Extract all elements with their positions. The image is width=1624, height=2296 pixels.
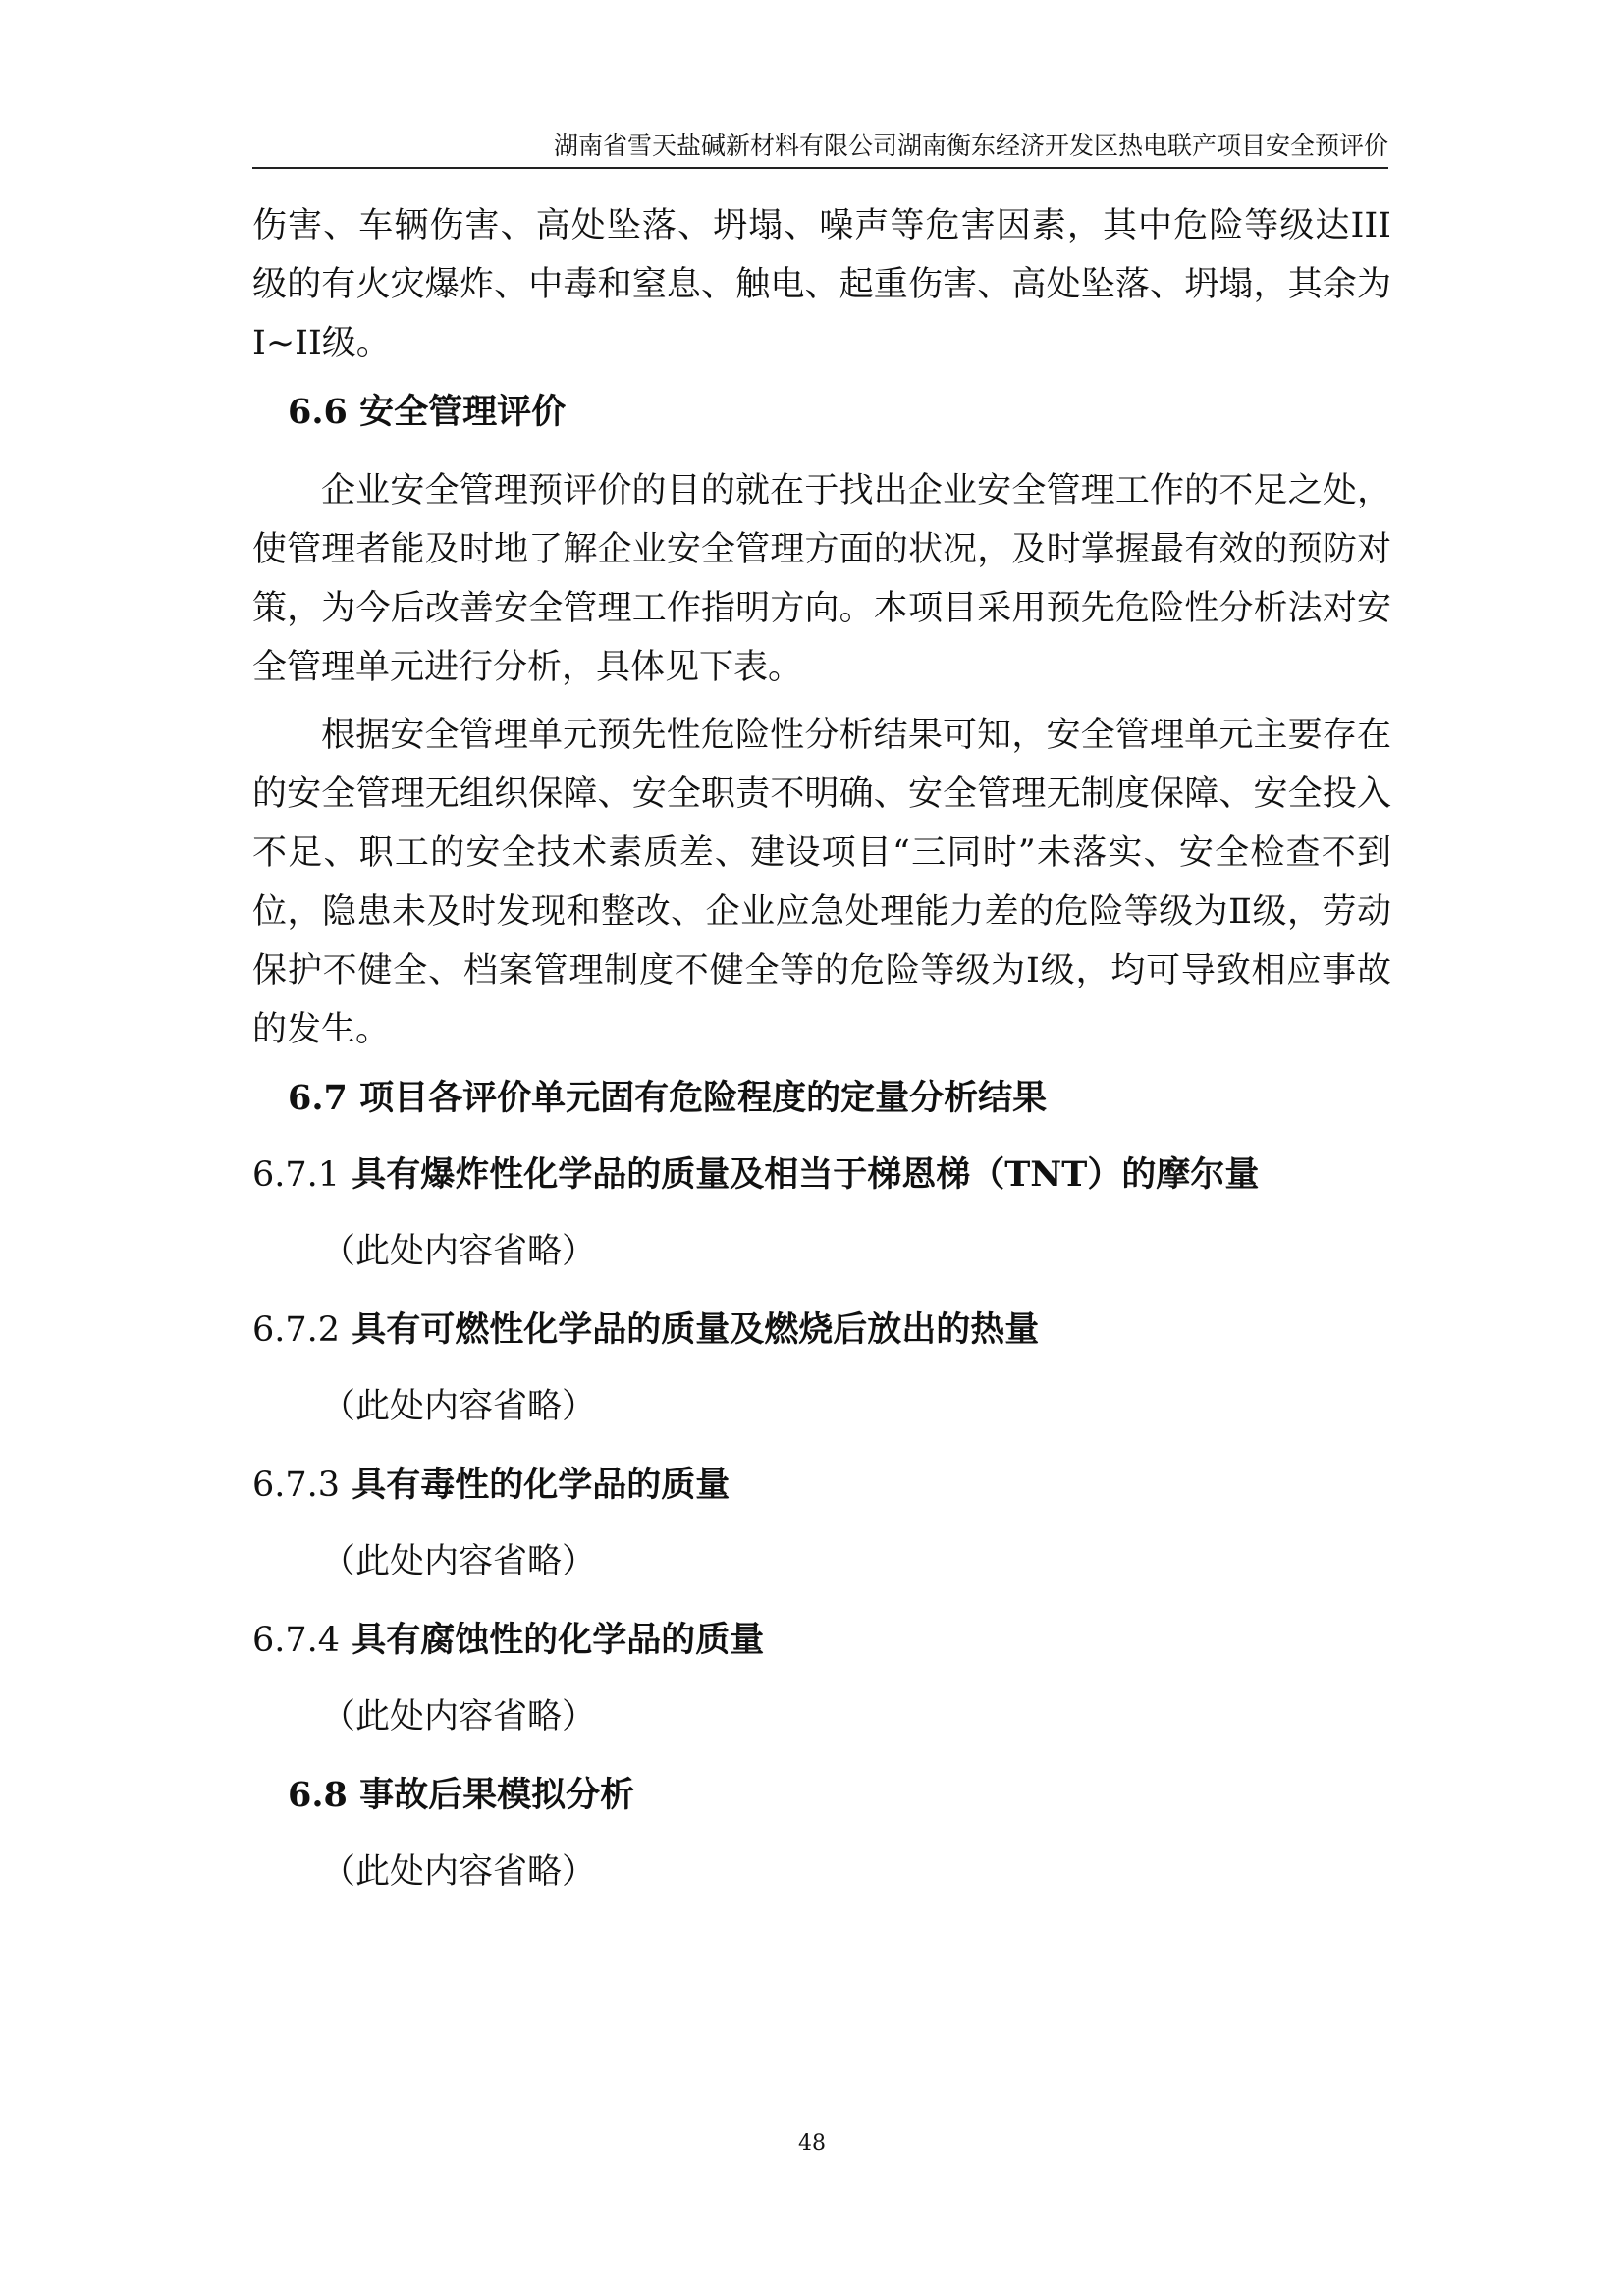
subsection-title: 具有爆炸性化学品的质量及相当于梯恩梯（TNT）的摩尔量 — [352, 1154, 1260, 1195]
section-heading-6-6: 6.6 安全管理评价 — [288, 392, 567, 432]
subsection-heading-6-7-2 — [252, 1303, 1391, 1358]
page-content — [252, 196, 1391, 1923]
omitted-content-note: （此处内容省略） — [321, 1852, 597, 1892]
page-number: 48 — [798, 2131, 826, 2156]
subsection-heading-6-7-1 — [252, 1148, 1391, 1202]
running-header: 湖南省雪天盐碱新材料有限公司湖南衡东经济开发区热电联产项目安全预评价 — [553, 132, 1388, 160]
subsection-title: 具有腐蚀性的化学品的质量 — [352, 1620, 765, 1660]
subsection-heading-6-7-3 — [252, 1458, 1391, 1513]
subsection-number: 6.7.1 — [252, 1155, 341, 1195]
section-6-6-paragraph-2: 根据安全管理单元预先性危险性分析结果可知，安全管理单元主要存在的安全管理无组织保障、安全职责不明确、安全管理无制度保障、安全投入不足、职工的安全技术素质差、建设项目“三同时”未落实、安全检查不到位，隐患未及时发现和整改、企业应急处理能力差的危险等级为Ⅱ级，劳动保护不健全、档案管理制度不健全等的危险等级为Ⅰ级，均可导致相应事故的发生。 — [252, 716, 1391, 1049]
subsection-number: 6.7.2 — [252, 1310, 341, 1350]
subsection-number: 6.7.4 — [252, 1621, 341, 1660]
omitted-content-note: （此处内容省略） — [321, 1542, 597, 1581]
section-heading-6-8: 6.8 事故后果模拟分析 — [288, 1775, 635, 1815]
section-heading-6-7: 6.7 项目各评价单元固有危险程度的定量分析结果 — [288, 1078, 1048, 1118]
omitted-content-note: （此处内容省略） — [321, 1232, 597, 1271]
header-rule — [252, 167, 1388, 169]
subsection-title: 具有毒性的化学品的质量 — [352, 1465, 731, 1505]
continuation-paragraph: 伤害、车辆伤害、高处坠落、坍塌、噪声等危害因素，其中危险等级达III级的有火灾爆炸、中毒和窒息、触电、起重伤害、高处坠落、坍塌，其余为I~II级。 — [252, 206, 1391, 363]
omitted-content-note: （此处内容省略） — [321, 1387, 597, 1426]
subsection-title: 具有可燃性化学品的质量及燃烧后放出的热量 — [352, 1309, 1040, 1350]
omitted-content-note: （此处内容省略） — [321, 1697, 597, 1736]
section-6-6-paragraph-1: 企业安全管理预评价的目的就在于找出企业安全管理工作的不足之处，使管理者能及时地了解企业安全管理方面的状况，及时掌握最有效的预防对策，为今后改善安全管理工作指明方向。本项目采用预先危险性分析法对安全管理单元进行分析，具体见下表。 — [252, 471, 1391, 687]
subsection-heading-6-7-4 — [252, 1613, 1391, 1668]
subsection-number: 6.7.3 — [252, 1466, 341, 1505]
